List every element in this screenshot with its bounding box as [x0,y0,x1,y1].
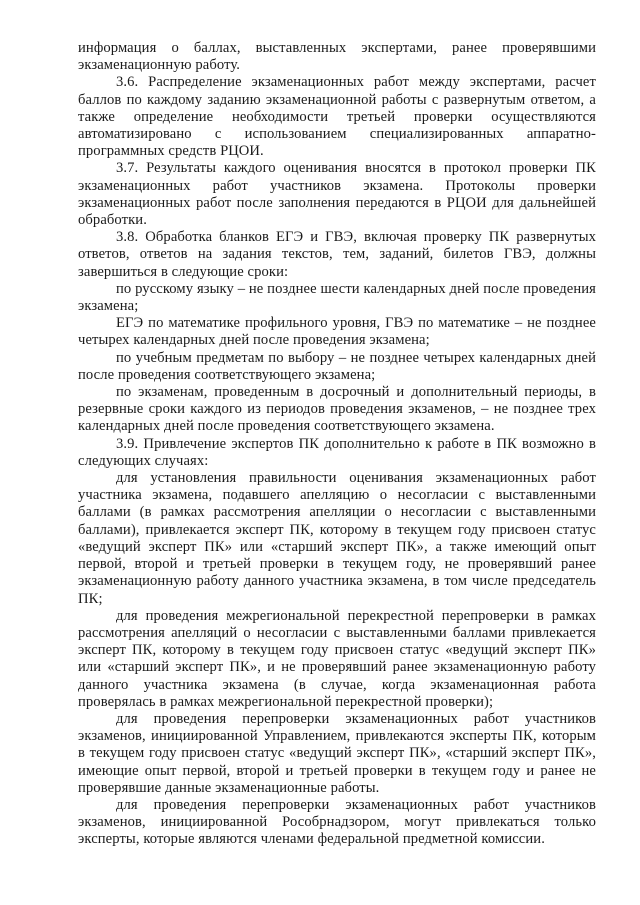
case-appeal-review: для установления правильности оценивания экзаменационных работ участника экзамена, подавшего апелляцию о несогласии с выставленными баллами (в рамках рассмотрения апелляции о несогласии с выставленными баллами), привлекается эксперт ПК, которому в текущем году присвоен статус «ведущий эксперт ПК» или «старший эксперт ПК», а также имеющий опыт первой, второй и третьей проверки в текущем году, не проверявший ранее экзаменационную работу данного участника экзамена, в том числе председатель ПК; [78,470,596,607]
paragraph-3-7: 3.7. Результаты каждого оценивания вносятся в протокол проверки ПК экзаменационных работ участников экзамена. Протоколы проверки экзаменационных работ после заполнения передаются в РЦОИ для дальнейшей обработки. [78,160,596,229]
paragraph-continuation: информация о баллах, выставленных экспертами, ранее проверявшими экзаменационную работу. [78,40,596,74]
document-body [78,40,596,849]
case-recheck-by-rosobrnadzor: для проведения перепроверки экзаменационных работ участников экзаменов, инициированной Рособрнадзором, могут привлекаться только эксперты, которые являются членами федеральной предметной комиссии. [78,796,596,848]
deadline-russian-language: по русскому языку – не позднее шести календарных дней после проведения экзамена; [78,280,596,315]
paragraph-3-9: 3.9. Привлечение экспертов ПК дополнительно к работе в ПК возможно в следующих случаях: [78,435,596,469]
deadline-early-additional-periods: по экзаменам, проведенным в досрочный и дополнительный периоды, в резервные сроки каждого из периодов проведения экзаменов, – не позднее трех календарных дней после проведения соответствующего экзамена. [78,384,596,435]
case-interregional-recheck: для проведения межрегиональной перекрестной перепроверки в рамках рассмотрения апелляций о несогласии с выставленными баллами привлекается эксперт ПК, которому в текущем году присвоен статус «ведущий эксперт ПК» или «старший эксперт ПК», и не проверявший ранее экзаменационную работу данного участника экзамена (в случае, когда экзаменационная работа проверялась в рамках межрегиональной перекрестной проверки); [78,607,596,710]
paragraph-3-6: 3.6. Распределение экзаменационных работ между экспертами, расчет баллов по каждому заданию экзаменационной работы с развернутым ответом, а также определение необходимости третьей проверки осуществляются автоматизировано с использованием специализированных аппаратно-программных средств РЦОИ. [78,74,596,160]
deadline-elective-subjects: по учебным предметам по выбору – не позднее четырех календарных дней после проведения соответствующего экзамена; [78,349,596,383]
case-recheck-by-administration: для проведения перепроверки экзаменационных работ участников экзаменов, инициированной Управлением, привлекаются эксперты ПК, которым в текущем году присвоен статус «ведущий эксперт ПК», «старший эксперт ПК», имеющие опыт первой, второй и третьей проверки в текущем году и ранее не проверявшие данные экзаменационные работы. [78,710,596,796]
deadline-mathematics: ЕГЭ по математике профильного уровня, ГВЭ по математике – не позднее четырех календарных дней после проведения экзамена; [78,315,596,349]
paragraph-3-8: 3.8. Обработка бланков ЕГЭ и ГВЭ, включая проверку ПК развернутых ответов, ответов на задания текстов, тем, заданий, билетов ГВЭ, должны завершиться в следующие сроки: [78,229,596,280]
